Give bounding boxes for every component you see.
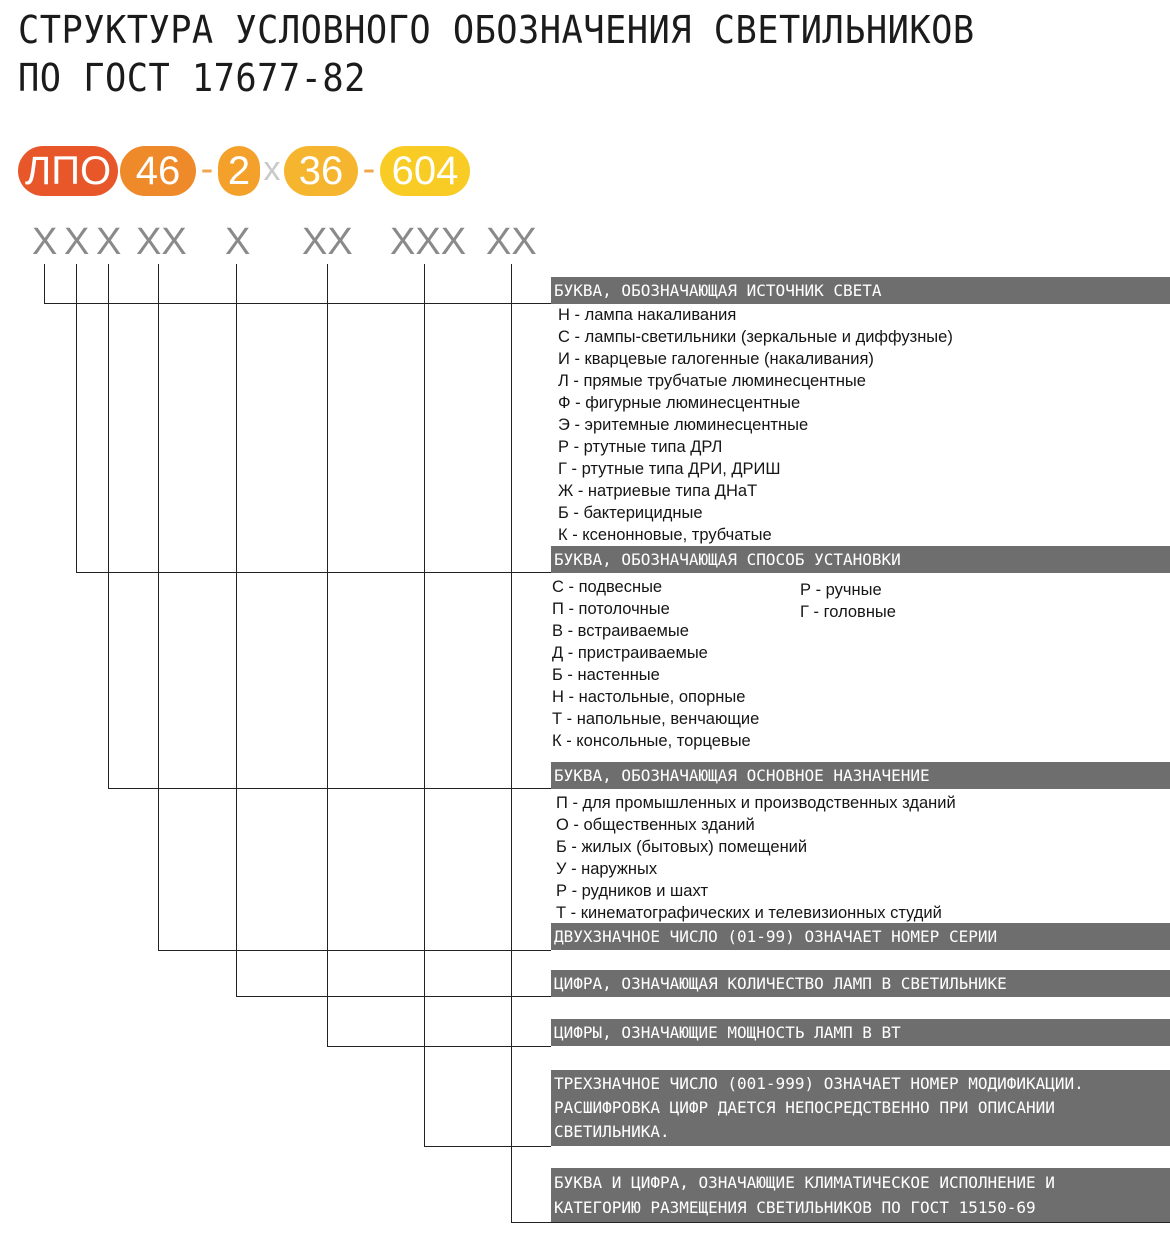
connector-line <box>511 264 512 1223</box>
list-item: Э - эритемные люминесцентные <box>558 416 809 434</box>
page-title <box>18 6 975 102</box>
header-series: ДВУХЗНАЧНОЕ ЧИСЛО (01-99) ОЗНАЧАЕТ НОМЕР СЕРИИ <box>551 923 1170 950</box>
list-item: С - лампы-светильники (зеркальные и диффузные) <box>558 328 953 346</box>
separator-dash: - <box>362 148 376 190</box>
connector-line <box>108 264 109 789</box>
pill-lamp-count: 2 <box>218 146 260 196</box>
list-installation-left <box>552 576 759 752</box>
code-xx-series: XX <box>136 221 187 263</box>
list-item: Г - ртутные типа ДРИ, ДРИШ <box>558 460 781 478</box>
list-item: Л - прямые трубчатые люминесцентные <box>558 372 866 390</box>
list-item: Ж - натриевые типа ДНаТ <box>558 482 758 500</box>
pill-light-source-type: ЛПО <box>18 146 118 196</box>
header-purpose: БУКВА, ОБОЗНАЧАЮЩАЯ ОСНОВНОЕ НАЗНАЧЕНИЕ <box>551 762 1170 789</box>
code-x-lamps: X <box>225 221 251 263</box>
code-xx-climate: XX <box>486 221 537 263</box>
connector-line <box>327 1046 551 1047</box>
modification-line-3: СВЕТИЛЬНИКА. <box>554 1122 670 1141</box>
list-item: Т - кинематографических и телевизионных студий <box>556 904 942 922</box>
list-item: У - наружных <box>556 860 658 878</box>
list-light-source <box>558 304 953 546</box>
climate-line-1: БУКВА И ЦИФРА, ОЗНАЧАЮЩИЕ КЛИМАТИЧЕСКОЕ ИСПОЛНЕНИЕ И <box>554 1173 1055 1192</box>
separator-times: x <box>263 150 281 188</box>
header-modification <box>551 1070 1170 1146</box>
separator-dash: - <box>200 148 214 190</box>
code-x-1: X <box>32 221 58 263</box>
list-item: П - потолочные <box>552 600 670 618</box>
pill-lamp-power: 36 <box>284 146 358 196</box>
list-item: Ф - фигурные люминесцентные <box>558 394 801 412</box>
list-item: Т - напольные, венчающие <box>552 710 760 728</box>
pill-series-number: 46 <box>120 146 196 196</box>
list-installation-right <box>800 579 896 623</box>
list-item: И - кварцевые галогенные (накаливания) <box>558 350 874 368</box>
connector-line <box>327 264 328 1047</box>
list-item: Д - пристраиваемые <box>552 644 708 662</box>
header-power: ЦИФРЫ, ОЗНАЧАЮЩИЕ МОЩНОСТЬ ЛАМП В ВТ <box>551 1019 1170 1046</box>
pill-modification: 604 <box>380 146 470 196</box>
connector-line <box>236 264 237 997</box>
connector-line <box>44 264 45 304</box>
connector-line <box>236 996 551 997</box>
connector-line <box>158 950 551 951</box>
list-item: К - консольные, торцевые <box>552 732 751 750</box>
list-item: С - подвесные <box>552 578 663 596</box>
list-item: Н - лампа накаливания <box>558 306 737 324</box>
header-installation: БУКВА, ОБОЗНАЧАЮЩАЯ СПОСОБ УСТАНОВКИ <box>551 546 1170 573</box>
connector-line <box>424 1146 551 1147</box>
code-xxx-modification: XXX <box>390 221 467 263</box>
title-line-1: СТРУКТУРА УСЛОВНОГО ОБОЗНАЧЕНИЯ СВЕТИЛЬНИКОВ <box>18 8 975 52</box>
header-lamp-count: ЦИФРА, ОЗНАЧАЮЩАЯ КОЛИЧЕСТВО ЛАМП В СВЕТИЛЬНИКЕ <box>551 970 1170 997</box>
header-light-source: БУКВА, ОБОЗНАЧАЮЩАЯ ИСТОЧНИК СВЕТА <box>551 277 1170 304</box>
list-item: В - встраиваемые <box>552 622 689 640</box>
list-item: Н - настольные, опорные <box>552 688 746 706</box>
list-purpose <box>556 792 956 924</box>
list-item: К - ксенонновые, трубчатые <box>558 526 772 544</box>
list-item: Б - настенные <box>552 666 660 684</box>
list-item: Р - ручные <box>800 581 882 599</box>
header-climate <box>551 1168 1170 1222</box>
modification-line-1: ТРЕХЗНАЧНОЕ ЧИСЛО (001-999) ОЗНАЧАЕТ НОМЕР МОДИФИКАЦИИ. <box>554 1074 1084 1093</box>
title-line-2: ПО ГОСТ 17677-82 <box>18 56 366 100</box>
list-item: П - для промышленных и производственных зданий <box>556 794 956 812</box>
list-item: Р - ртутные типа ДРЛ <box>558 438 723 456</box>
code-x-3: X <box>96 221 122 263</box>
connector-line <box>158 264 159 951</box>
connector-line <box>44 303 551 304</box>
list-item: Р - рудников и шахт <box>556 882 709 900</box>
modification-line-2: РАСШИФРОВКА ЦИФР ДАЕТСЯ НЕПОСРЕДСТВЕННО ПРИ ОПИСАНИИ <box>554 1098 1055 1117</box>
list-item: О - общественных зданий <box>556 816 755 834</box>
connector-line <box>511 1222 1170 1223</box>
connector-line <box>76 264 77 573</box>
code-x-2: X <box>64 221 90 263</box>
connector-line <box>76 572 551 573</box>
list-item: Б - бактерицидные <box>558 504 703 522</box>
connector-line <box>108 788 551 789</box>
climate-line-2: КАТЕГОРИЮ РАЗМЕЩЕНИЯ СВЕТИЛЬНИКОВ ПО ГОСТ 15150-69 <box>554 1198 1036 1217</box>
connector-line <box>424 264 425 1147</box>
code-xx-power: XX <box>302 221 353 263</box>
list-item: Г - головные <box>800 603 896 621</box>
list-item: Б - жилых (бытовых) помещений <box>556 838 808 856</box>
